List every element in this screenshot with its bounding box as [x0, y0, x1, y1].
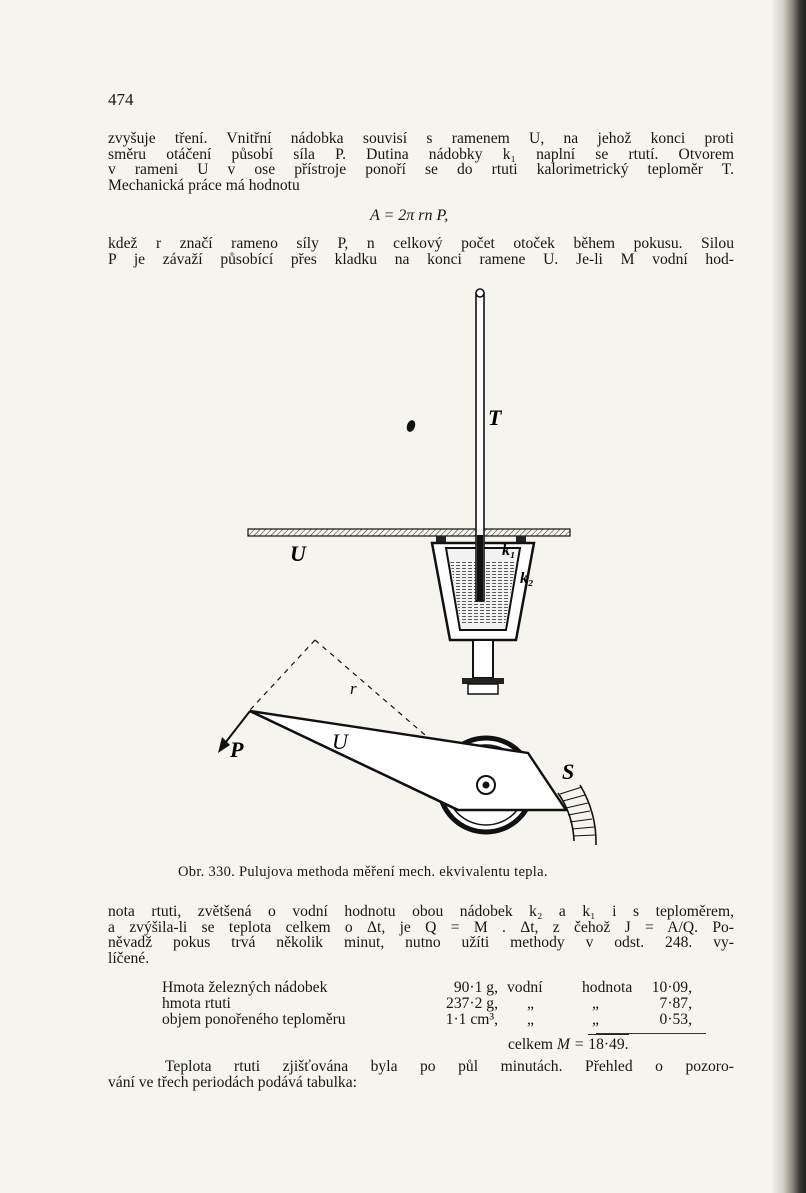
- text-line: a zvýšila-li se teplota celkem o Δt, je Q = M . Δt, z čehož J = A/Q. Po-: [108, 918, 734, 936]
- scale-ticks: [560, 787, 595, 836]
- total-value: 18·49.: [588, 1036, 629, 1053]
- shaft: [473, 640, 493, 678]
- page-number: 474: [108, 90, 134, 109]
- lever-arm-u: [250, 711, 566, 810]
- text-line: P je závaží působící přes kladku na konci ramene U. Je-li M vodní hod-: [108, 250, 734, 268]
- values-table: [162, 980, 722, 1028]
- row-label2: „: [592, 995, 599, 1012]
- work-formula: A = 2π rn P,: [370, 207, 449, 224]
- page-edge-shadow: [772, 0, 806, 1193]
- text-line: zvyšuje tření. Vnitřní nádobka souvisí s ramenem U, na jehož konci proti: [108, 130, 734, 147]
- row-label: „: [527, 1011, 534, 1028]
- text-line: něvadž pokus trvá několik minut, nutno užíti methody v odst. 248. vy-: [108, 934, 734, 952]
- label-s: S: [562, 759, 575, 784]
- row-label2: „: [592, 1011, 599, 1028]
- thermometer-top: [476, 289, 484, 297]
- text-line: líčené.: [108, 949, 150, 967]
- row-label2: hodnota: [582, 979, 633, 996]
- caption-text: Pulujova methoda měření mech. ekvivalentu tepla.: [239, 864, 548, 880]
- row-value: 10·09,: [651, 979, 692, 996]
- paragraph-4: [108, 1059, 734, 1090]
- table-row: [162, 1012, 722, 1028]
- label-k2: k₂: [520, 570, 534, 587]
- row-mass: 90·1 g,: [453, 979, 498, 996]
- dashed-line-left: [250, 640, 315, 710]
- label-t: T: [488, 405, 502, 430]
- pulley-flange: [462, 678, 504, 684]
- label-p: P: [230, 737, 244, 762]
- ink-spot: [405, 419, 417, 433]
- row-name: objem ponořeného teploměru: [162, 1011, 346, 1028]
- pulley-hub: [468, 684, 498, 694]
- row-mass: 1·1 cm³,: [445, 1011, 498, 1028]
- row-value: 0·53,: [659, 1011, 692, 1028]
- row-mass: 237·2 g,: [446, 995, 498, 1012]
- text-line: Mechanická práce má hodnotu: [108, 176, 300, 194]
- figure-caption: [178, 864, 548, 881]
- row-label: vodní: [507, 979, 543, 996]
- figure-330: [210, 285, 610, 850]
- text-line: Teplota rtuti zjišťována byla po půl minutách. Přehled o pozoro-: [165, 1058, 734, 1075]
- text-line: v rameni U v ose přístroje ponoří se do rtuti kalorimetrický teploměr T.: [108, 161, 734, 179]
- pivot-center: [483, 782, 490, 789]
- table-row: [162, 980, 722, 996]
- table-row: [162, 996, 722, 1012]
- table-total: [508, 1036, 629, 1054]
- apparatus-diagram: [210, 285, 610, 850]
- label-u-top: U: [290, 541, 306, 566]
- row-value: 7·87,: [659, 995, 692, 1012]
- label-r: r: [350, 679, 357, 698]
- text-line: kdež r značí rameno síly P, n celkový počet otoček během pokusu. Silou: [108, 235, 734, 252]
- row-name: hmota rtuti: [162, 995, 231, 1012]
- arm-u-top: [248, 529, 570, 536]
- row-label: „: [527, 995, 534, 1012]
- support-right: [516, 536, 526, 542]
- total-symbol: M =: [556, 1036, 585, 1053]
- support-left: [436, 536, 446, 542]
- label-u-bottom: U: [332, 729, 348, 754]
- paragraph-2: [108, 236, 734, 267]
- text-line: směru otáčení působí síla P. Dutina nádobky k₁ naplní se rtutí. Otvorem: [108, 145, 734, 163]
- text-line: vání ve třech periodách podává tabulka:: [108, 1073, 357, 1091]
- caption-number: Obr. 330.: [178, 864, 236, 880]
- paragraph-3: [108, 904, 734, 966]
- label-k1: k₁: [502, 542, 516, 559]
- text-line: nota rtuti, zvětšená o vodní hodnotu obou nádobek k₂ a k₁ i s teploměrem,: [108, 903, 734, 920]
- row-name: Hmota železných nádobek: [162, 979, 328, 996]
- paragraph-1: [108, 131, 734, 193]
- total-label: celkem: [508, 1036, 554, 1053]
- thermometer-bulb: [477, 535, 483, 601]
